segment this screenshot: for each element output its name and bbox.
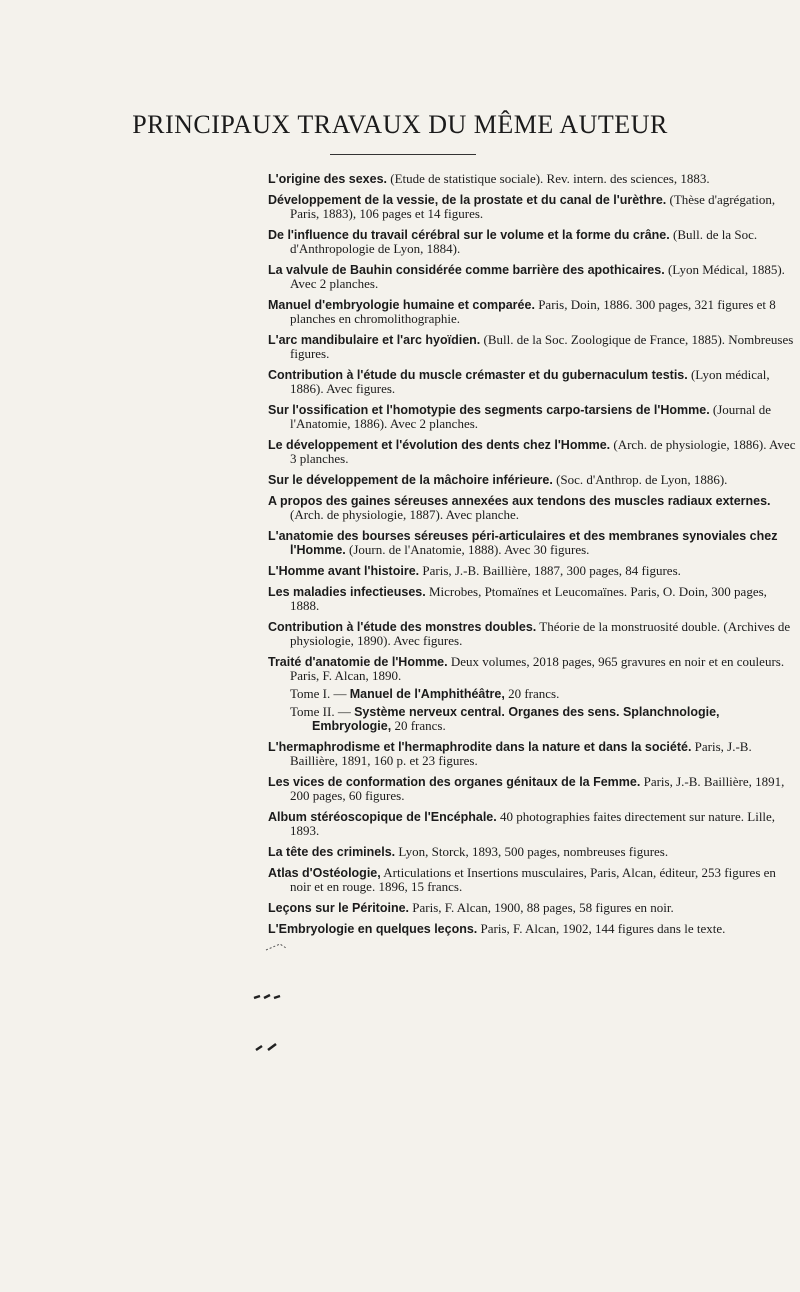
entry-details: (Arch. de physiologie, 1887). Avec planche. [290,507,519,522]
entry-details: (Etude de statistique sociale). Rev. intern. des sciences, 1883. [390,171,710,186]
entry-title: Développement de la vessie, de la prostate et du canal de l'urèthre. [268,193,667,207]
entry-title: Le développement et l'évolution des dents chez l'Homme. [268,438,611,452]
entry-title: L'origine des sexes. [268,172,387,186]
entry-title: L'hermaphrodisme et l'hermaphrodite dans la nature et dans la société. [268,740,692,754]
entry-title: L'arc mandibulaire et l'arc hyoïdien. [268,333,481,347]
entry-title: Atlas d'Ostéologie, [268,866,381,880]
bibliography-entry [268,810,798,838]
entry-title: Les vices de conformation des organes génitaux de la Femme. [268,775,641,789]
tome-details: 20 francs. [394,718,446,733]
entry-title: L'Embryologie en quelques leçons. [268,922,478,936]
entry-title: La valvule de Bauhin considérée comme barrière des apothicaires. [268,263,665,277]
bibliography-entry [268,368,798,396]
entry-details: (Lyon médical, 1886). Avec figures. [290,367,770,396]
tome-entry [268,687,798,701]
bibliography-entry [268,473,798,487]
bibliography-entry [268,529,798,557]
bibliography-entry [268,193,798,221]
entry-details: (Thèse d'agrégation, Paris, 1883), 106 pages et 14 figures. [290,192,776,221]
entry-details: Deux volumes, 2018 pages, 965 gravures en noir et en couleurs. Paris, F. Alcan, 1890. [290,654,785,683]
bibliography-entry [268,172,798,186]
bibliography-entry [268,228,798,256]
entry-details: (Arch. de physiologie, 1886). Avec 3 planches. [290,437,796,466]
entry-title: Manuel d'embryologie humaine et comparée. [268,298,535,312]
bibliography-entry [268,298,798,326]
tome-title: Manuel de l'Amphithéâtre, [349,687,505,701]
tome-prefix: Tome I. — [290,686,347,701]
entry-title: De l'influence du travail cérébral sur le volume et la forme du crâne. [268,228,670,242]
bibliography-entry [268,922,798,936]
title-divider [330,154,476,155]
entry-details: (Bull. de la Soc. Zoologique de France, 1885). Nombreuses figures. [290,332,794,361]
bibliography-entry [268,845,798,859]
bibliography-entry [268,901,798,915]
bibliography-entry [268,263,798,291]
entry-details: (Bull. de la Soc. d'Anthropologie de Lyon, 1884). [290,227,758,256]
bibliography-entry [268,403,798,431]
entry-details: (Journ. de l'Anatomie, 1888). Avec 30 figures. [349,542,590,557]
entry-title: Sur le développement de la mâchoire inférieure. [268,473,553,487]
entry-details: Paris, F. Alcan, 1900, 88 pages, 58 figures en noir. [412,900,674,915]
entry-details: 40 photographies faites directement sur nature. Lille, 1893. [290,809,776,838]
bibliography-entry [268,438,798,466]
bibliography-entry [268,655,798,683]
bibliography-entry [268,333,798,361]
bibliography-entry [268,585,798,613]
entry-title: L'anatomie des bourses séreuses péri-articulaires et des membranes synoviales chez l'Homme. [268,529,778,557]
margin-ink-marks [246,940,306,1080]
entry-details: Paris, J.-B. Baillière, 1891, 200 pages, 60 figures. [290,774,785,803]
entry-title: L'Homme avant l'histoire. [268,564,420,578]
tome-title: Système nerveux central. Organes des sens. Splanchnologie, Embryologie, [312,705,720,733]
entry-title: Leçons sur le Péritoine. [268,901,410,915]
entry-details: Paris, J.-B. Baillière, 1891, 160 p. et 23 figures. [290,739,752,768]
entry-details: (Lyon Médical, 1885). Avec 2 planches. [290,262,785,291]
bibliography-entry [268,564,798,578]
entry-title: Sur l'ossification et l'homotypie des segments carpo-tarsiens de l'Homme. [268,403,710,417]
entry-details: Théorie de la monstruosité double. (Archives de physiologie, 1890). Avec figures. [290,619,791,648]
entry-title: Traité d'anatomie de l'Homme. [268,655,448,669]
bibliography-entry [268,866,798,894]
bibliography-entry [268,620,798,648]
bibliography-list [268,172,798,943]
entry-details: Paris, J.-B. Baillière, 1887, 300 pages, 84 figures. [422,563,681,578]
entry-title: La tête des criminels. [268,845,396,859]
entry-title: Album stéréoscopique de l'Encéphale. [268,810,497,824]
bibliography-entry [268,775,798,803]
entry-details: Articulations et Insertions musculaires, Paris, Alcan, éditeur, 253 figures en noir et en rouge. 1896, 15 francs. [290,865,776,894]
entry-details: (Journal de l'Anatomie, 1886). Avec 2 planches. [290,402,772,431]
bibliography-entry [268,740,798,768]
tome-entry [268,705,798,733]
entry-details: Paris, F. Alcan, 1902, 144 figures dans le texte. [480,921,726,936]
entry-title: Contribution à l'étude des monstres doubles. [268,620,537,634]
bibliography-entry [268,494,798,522]
entry-details: Paris, Doin, 1886. 300 pages, 321 figures et 8 planches en chromolithographie. [290,297,776,326]
tome-prefix: Tome II. — [290,704,351,719]
entry-title: Contribution à l'étude du muscle crémaster et du gubernaculum testis. [268,368,688,382]
entry-details: (Soc. d'Anthrop. de Lyon, 1886). [556,472,728,487]
tome-details: 20 francs. [508,686,560,701]
page-title: PRINCIPAUX TRAVAUX DU MÊME AUTEUR [132,110,668,139]
entry-details: Microbes, Ptomaïnes et Leucomaïnes. Paris, O. Doin, 300 pages, 1888. [290,584,767,613]
entry-title: Les maladies infectieuses. [268,585,426,599]
entry-title: A propos des gaines séreuses annexées aux tendons des muscles radiaux externes. [268,494,771,508]
entry-details: Lyon, Storck, 1893, 500 pages, nombreuses figures. [398,844,669,859]
